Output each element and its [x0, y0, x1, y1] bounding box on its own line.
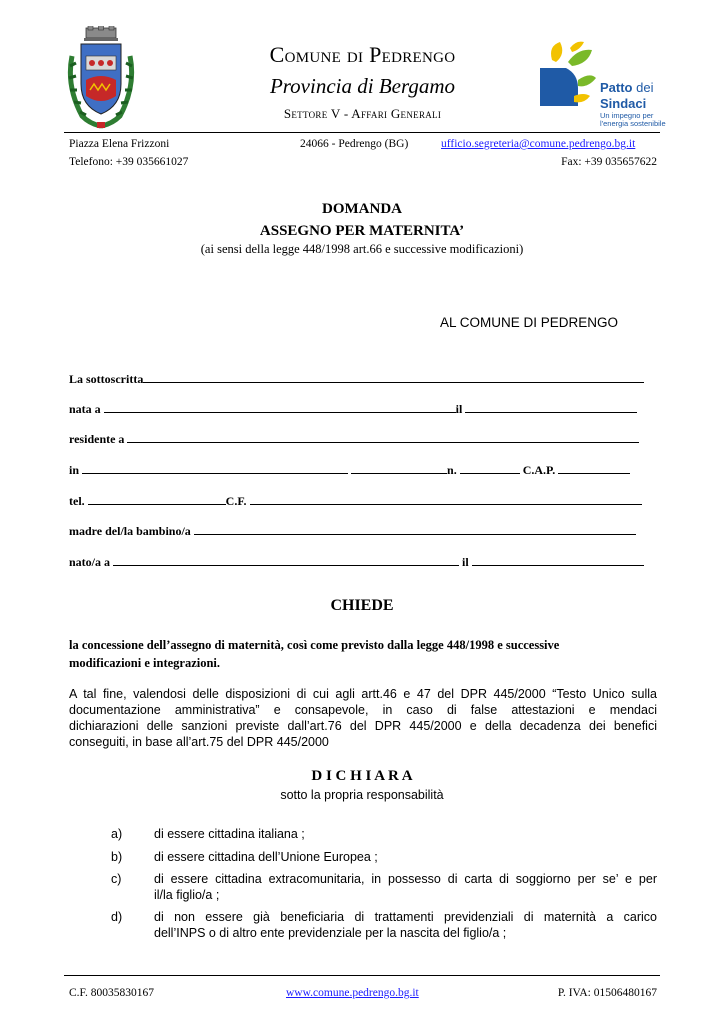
input-cap[interactable] — [558, 462, 630, 474]
recipient-label: AL COMUNE DI PEDRENGO — [440, 315, 619, 330]
footer-website-link[interactable]: www.comune.pedrengo.bg.it — [286, 987, 419, 999]
label-tel: tel. — [69, 494, 85, 508]
dichiara-heading: D I C H I A R A — [311, 768, 413, 784]
contact-email-link[interactable]: ufficio.segreteria@comune.pedrengo.bg.it — [441, 138, 636, 150]
input-civico[interactable] — [460, 462, 520, 474]
list-item-label: c) — [111, 872, 122, 886]
list-item-text: di essere cittadina dell’Unione Europea ; — [154, 850, 378, 864]
footer-divider — [64, 975, 660, 976]
list-item — [111, 826, 657, 842]
patto-dei-sindaci-logo — [538, 40, 688, 135]
contact-address: Piazza Elena Frizzoni — [69, 138, 170, 150]
field-indirizzo — [69, 462, 630, 478]
list-item-label: d) — [111, 910, 123, 924]
concessione-text — [69, 636, 559, 672]
list-item-text-2: dell’INPS o di altro ente previdenziale per la nascita del figlio/a ; — [154, 926, 507, 940]
paragraph-line-1: A tal fine, valendosi delle disposizioni di cui agli artt.46 e 47 del DPR 445/2000 “Testo Unico sulla — [69, 687, 657, 701]
patto-logo-icon — [538, 40, 598, 110]
paragraph-line-2: documentazione amministrativa” e consapevole, in caso di false attestazioni e mendaci — [69, 703, 657, 717]
doc-heading-assegno: ASSEGNO PER MATERNITA’ — [259, 223, 465, 239]
label-il: il — [455, 402, 463, 416]
list-item — [111, 909, 657, 941]
doc-heading-legge: (ai sensi della legge 448/1998 art.66 e successive modificazioni) — [200, 242, 524, 256]
field-nato-a — [69, 554, 644, 570]
list-item-label: b) — [111, 850, 123, 864]
concessione-line-2: modificazioni e integrazioni. — [69, 656, 221, 670]
field-residente-a — [69, 431, 639, 447]
input-tel[interactable] — [88, 493, 226, 505]
dichiarazione-paragraph — [69, 686, 657, 750]
label-nata-a: nata a — [69, 402, 101, 416]
field-madre — [69, 523, 636, 539]
contact-city: 24066 - Pedrengo (BG) — [300, 138, 409, 150]
field-nata-a — [69, 401, 637, 417]
header-divider — [64, 132, 660, 133]
input-nata-a[interactable] — [104, 401, 456, 413]
patto-logo-name-1: Patto — [600, 80, 633, 95]
contact-phone: Telefono: +39 035661027 — [69, 156, 189, 168]
patto-logo-name-3: Sindaci — [600, 96, 647, 111]
input-data-nascita-bambino[interactable] — [472, 554, 644, 566]
input-nato-a[interactable] — [113, 554, 459, 566]
list-item-label: a) — [111, 827, 123, 841]
input-residente-a[interactable] — [127, 431, 639, 443]
list-item-text-2: il/la figlio/a ; — [154, 888, 220, 902]
input-via-2[interactable] — [351, 462, 447, 474]
input-data-nascita[interactable] — [465, 401, 637, 413]
input-sottoscritta[interactable] — [143, 371, 644, 383]
dichiara-subtitle: sotto la propria responsabilità — [280, 788, 444, 802]
field-tel-cf — [69, 493, 642, 509]
patto-logo-tagline-2: l'energia sostenibile — [600, 119, 666, 128]
paragraph-line-3: dichiarazioni delle sanzioni previste dall’art.76 del DPR 445/2000 e della decadenza dei benefici — [69, 719, 657, 733]
header-title-settore: Settore V - Affari Generali — [283, 106, 442, 121]
input-bambino[interactable] — [194, 523, 636, 535]
label-il-2: il — [462, 555, 469, 569]
field-sottoscritta — [69, 371, 644, 387]
list-item — [111, 849, 657, 865]
footer-piva: P. IVA: 01506480167 — [557, 987, 657, 999]
list-item-text: di essere cittadina italiana ; — [154, 827, 305, 841]
label-madre: madre del/la bambino/a — [69, 524, 191, 538]
list-item-text: di essere cittadina extracomunitaria, in possesso di carta di soggiorno per se’ e per — [154, 872, 657, 886]
label-cap: C.A.P. — [522, 463, 556, 477]
footer-cf: C.F. 80035830167 — [69, 987, 155, 999]
patto-logo-tagline-1: Un impegno per — [600, 111, 654, 120]
label-sottoscritta: La sottoscritta — [69, 372, 144, 386]
list-item — [111, 871, 657, 903]
input-via[interactable] — [82, 462, 348, 474]
header-title-comune: Comune di Pedrengo — [269, 42, 456, 67]
label-n: n. — [447, 463, 457, 477]
chiede-heading: CHIEDE — [330, 597, 394, 614]
contact-fax: Fax: +39 035657622 — [561, 156, 657, 168]
concessione-line-1: la concessione dell’assegno di maternità, così come previsto dalla legge 448/1998 e successive — [69, 638, 560, 652]
list-item-text: di non essere già beneficiaria di trattamenti previdenziali di maternità a carico — [154, 910, 657, 924]
label-nato-a: nato/a a — [69, 555, 111, 569]
label-in: in — [69, 463, 80, 477]
input-cf[interactable] — [250, 493, 642, 505]
header-title-provincia: Provincia di Bergamo — [269, 74, 456, 98]
paragraph-line-4: conseguiti, in base all’art.75 del DPR 445/2000 — [69, 735, 329, 749]
doc-heading-domanda: DOMANDA — [322, 201, 402, 217]
patto-logo-name-2: dei — [632, 80, 654, 95]
label-cf: C.F. — [225, 494, 247, 508]
label-residente-a: residente a — [69, 432, 125, 446]
coat-of-arms-icon — [64, 26, 138, 130]
